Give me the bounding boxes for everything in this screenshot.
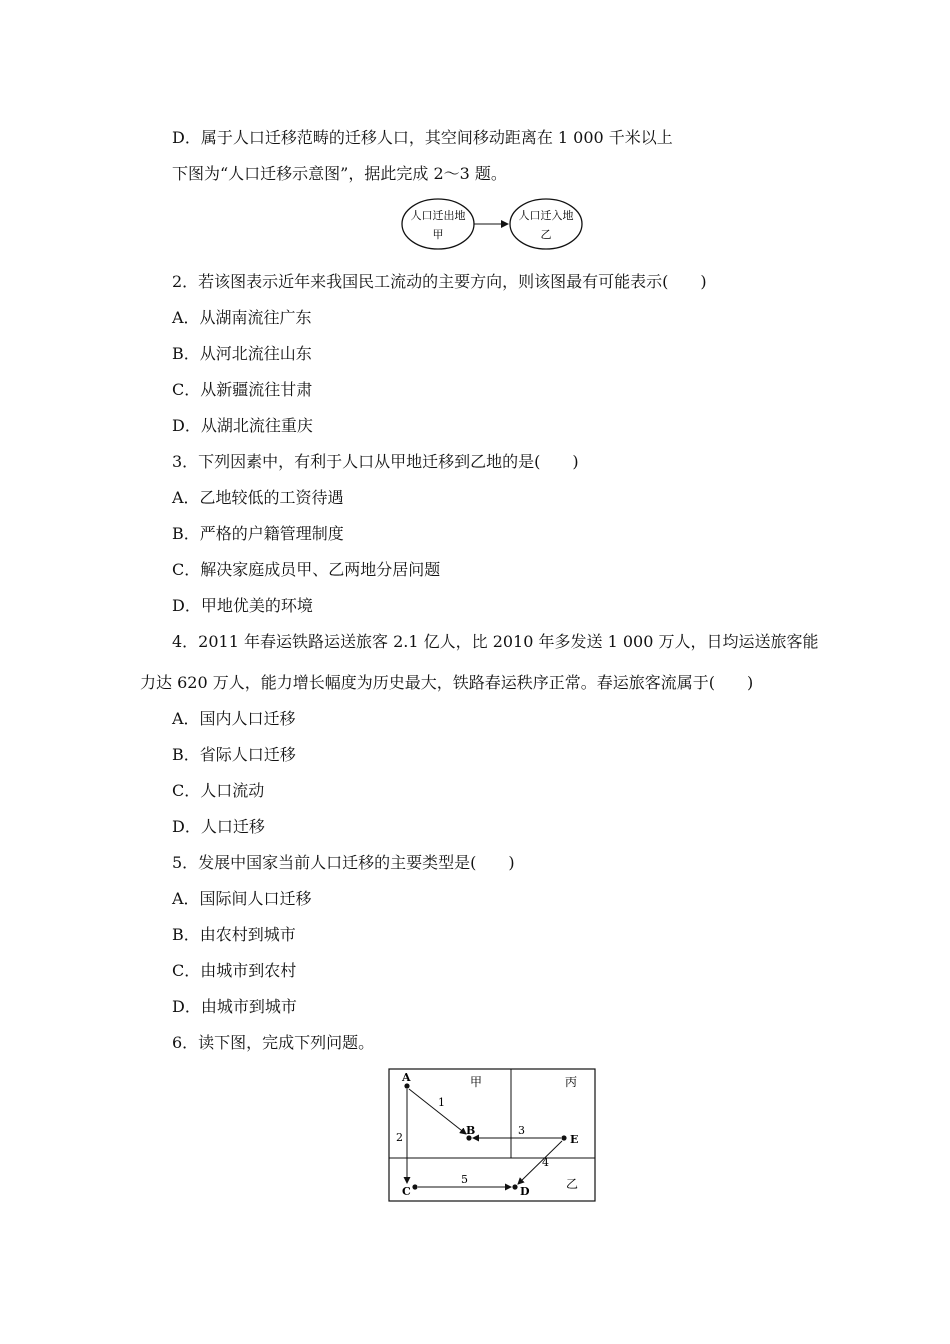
migration-diagram (400, 196, 586, 252)
q4-option-c: C．人口流动 (172, 781, 265, 800)
arrow-4-label: 4 (542, 1156, 549, 1169)
origin-ellipse (402, 199, 474, 249)
q5-option-d: D．由城市到城市 (172, 997, 297, 1016)
q3-option-c: C．解决家庭成员甲、乙两地分居问题 (172, 560, 441, 579)
question-5: 5．发展中国家当前人口迁移的主要类型是( ) (172, 853, 515, 872)
point-b-label: B (466, 1124, 476, 1137)
q2-option-d: D．从湖北流往重庆 (172, 416, 313, 435)
arrow-1-label: 1 (438, 1096, 445, 1109)
point-e-dot (561, 1135, 566, 1140)
q5-option-b: B．由农村到城市 (172, 925, 296, 944)
point-c-dot (412, 1184, 417, 1189)
destination-name: 乙 (540, 228, 552, 241)
point-d-dot (512, 1184, 517, 1189)
point-d-label: D (520, 1185, 530, 1198)
arrow-2-label: 2 (396, 1131, 403, 1144)
point-c-label: C (402, 1185, 411, 1198)
question-2: 2．若该图表示近年来我国民工流动的主要方向，则该图最有可能表示( ) (172, 272, 707, 291)
question-6: 6．读下图，完成下列问题。 (172, 1033, 375, 1052)
intro-text: 下图为“人口迁移示意图”，据此完成 2～3 题。 (172, 164, 507, 183)
region-yi-label: 乙 (566, 1177, 579, 1191)
point-a-label: A (402, 1071, 411, 1084)
question-4: 4．2011 年春运铁路运送旅客 2.1 亿人，比 2010 年多发送 1 000 万人，日均运送旅客能 (172, 632, 819, 651)
q2-option-c: C．从新疆流往甘肃 (172, 380, 313, 399)
origin-name: 甲 (432, 228, 444, 241)
region-jia-label: 甲 (470, 1075, 483, 1089)
q3-option-a: A．乙地较低的工资待遇 (172, 488, 344, 507)
q4-option-a: A．国内人口迁移 (172, 709, 296, 728)
region-bing-label: 丙 (565, 1075, 578, 1089)
destination-label: 人口迁入地 (518, 209, 574, 222)
q5-option-c: C．由城市到农村 (172, 961, 297, 980)
q3-option-d: D．甲地优美的环境 (172, 596, 313, 615)
q1-option-d: D．属于人口迁移范畴的迁移人口，其空间移动距离在 1 000 千米以上 (172, 128, 673, 147)
question-4-continued: 力达 620 万人，能力增长幅度为历史最大，铁路春运秩序正常。春运旅客流属于( ) (140, 673, 754, 692)
destination-ellipse (510, 199, 582, 249)
arrow-e-to-d (518, 1141, 562, 1184)
q5-option-a: A．国际间人口迁移 (172, 889, 312, 908)
q4-option-d: D．人口迁移 (172, 817, 265, 836)
q2-option-b: B．从河北流往山东 (172, 344, 312, 363)
arrow-5-label: 5 (461, 1173, 468, 1186)
point-e-label: E (570, 1133, 579, 1146)
origin-label: 人口迁出地 (410, 209, 466, 222)
q3-option-b: B．严格的户籍管理制度 (172, 524, 344, 543)
q2-option-a: A．从湖南流往广东 (172, 308, 312, 327)
point-a-dot (404, 1083, 409, 1088)
regions-map-diagram (386, 1066, 598, 1204)
question-3: 3．下列因素中，有利于人口从甲地迁移到乙地的是( ) (172, 452, 579, 471)
q4-option-b: B．省际人口迁移 (172, 745, 296, 764)
arrow-3-label: 3 (518, 1124, 525, 1137)
